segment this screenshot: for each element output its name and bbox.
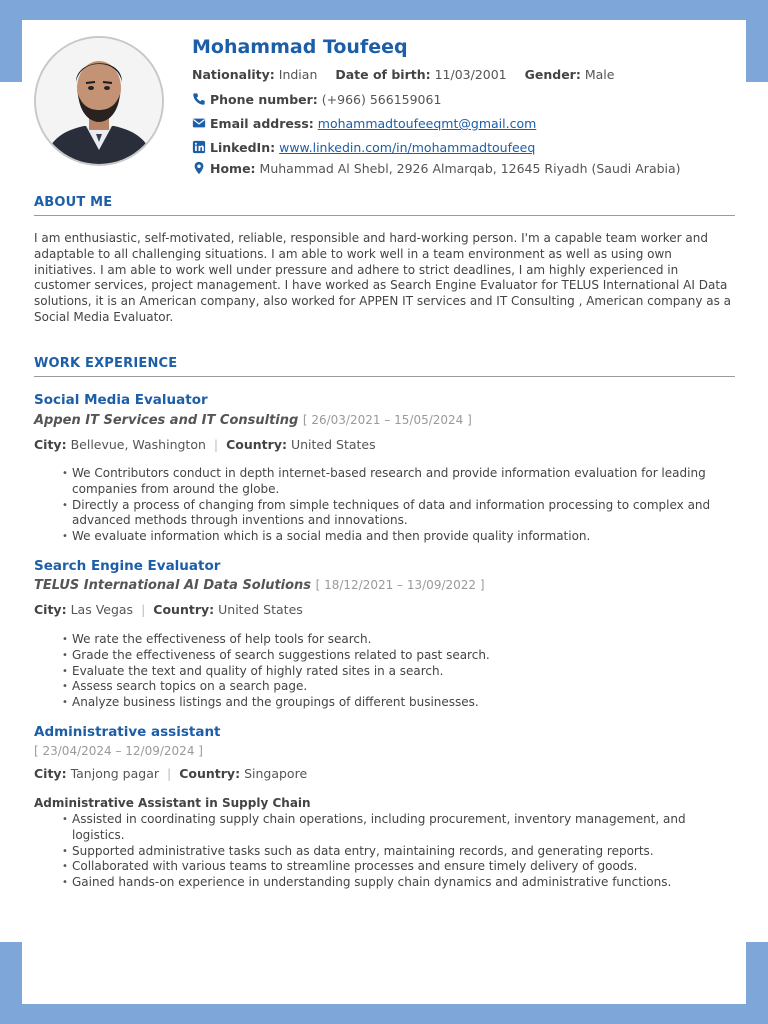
list-item: • Gained hands-on experience in understanding supply chain dynamics and administrative functions. — [62, 875, 722, 891]
list-item: • Directly a process of changing from simple techniques of data and information processing to complex and advanced methods through inventions and innovations. — [62, 498, 722, 530]
linkedin-icon — [192, 140, 206, 154]
company-name: Appen IT Services and IT Consulting — [34, 413, 299, 428]
avatar — [34, 36, 164, 166]
job-bullet-list — [62, 466, 722, 545]
job-title: Administrative assistant — [34, 724, 221, 740]
phone-line — [192, 92, 441, 107]
experience-divider — [34, 376, 735, 377]
job-location: City: Tanjong pagar | Country: Singapore — [34, 766, 308, 781]
dob-value: 11/03/2001 — [434, 67, 507, 82]
phone-label: Phone number: — [210, 92, 318, 107]
job-title: Social Media Evaluator — [34, 392, 208, 408]
job-location: City: Bellevue, Washington | Country: United States — [34, 437, 376, 452]
envelope-icon — [192, 116, 206, 130]
job-bullet-list — [62, 632, 722, 711]
frame-corner-left-top — [0, 0, 22, 82]
home-value: Muhammad Al Shebl, 2926 Almarqab, 12645 Riyadh (Saudi Arabia) — [259, 161, 681, 176]
job-dates: [ 26/03/2021 – 15/05/2024 ] — [302, 413, 472, 427]
gender-value: Male — [584, 67, 615, 82]
phone-value: (+966) 566159061 — [321, 92, 442, 107]
country-value: United States — [218, 602, 303, 617]
city-label: City: — [34, 602, 67, 617]
country-label: Country: — [153, 602, 215, 617]
list-item: • Analyze business listings and the groupings of different businesses. — [62, 695, 722, 711]
map-pin-icon — [192, 161, 206, 175]
nationality-value: Indian — [278, 67, 318, 82]
about-heading: ABOUT ME — [34, 195, 113, 210]
dob-label: Date of birth: — [335, 67, 431, 82]
country-label: Country: — [226, 437, 287, 452]
home-label: Home: — [210, 161, 256, 176]
city-value: Tanjong pagar — [70, 766, 160, 781]
frame-top-bar — [0, 0, 768, 20]
personal-details — [192, 67, 614, 82]
list-item: • Collaborated with various teams to streamline processes and ensure timely delivery of goods. — [62, 859, 722, 875]
country-label: Country: — [179, 766, 241, 781]
job-title: Search Engine Evaluator — [34, 558, 221, 574]
city-label: City: — [34, 437, 67, 452]
job-dates: [ 18/12/2021 – 13/09/2022 ] — [315, 578, 485, 592]
linkedin-link[interactable]: www.linkedin.com/in/mohammadtoufeeq — [279, 140, 536, 155]
job-dates: [ 23/04/2024 – 12/09/2024 ] — [34, 744, 203, 758]
about-divider — [34, 215, 735, 216]
list-item: • We Contributors conduct in depth internet-based research and provide information evaluation for leading companies from around the globe. — [62, 466, 722, 498]
job-subheading: Administrative Assistant in Supply Chain — [34, 796, 311, 810]
linkedin-label: LinkedIn: — [210, 140, 276, 155]
list-item: • Assess search topics on a search page. — [62, 679, 722, 695]
country-value: United States — [290, 437, 376, 452]
frame-corner-right-top — [746, 0, 768, 82]
frame-bottom-bar — [0, 1004, 768, 1024]
company-name: TELUS International AI Data Solutions — [34, 578, 312, 593]
email-link[interactable]: mohammadtoufeeqmt@gmail.com — [317, 116, 537, 131]
job-bullet-list — [62, 812, 722, 891]
list-item: • We evaluate information which is a social media and then provide quality information. — [62, 529, 722, 545]
job-location: City: Las Vegas | Country: United States — [34, 602, 303, 617]
list-item: • We rate the effectiveness of help tools for search. — [62, 632, 722, 648]
nationality-label: Nationality: — [192, 67, 275, 82]
gender-label: Gender: — [524, 67, 581, 82]
list-item: • Assisted in coordinating supply chain operations, including procurement, inventory management, and logistics. — [62, 812, 722, 844]
company-line — [34, 413, 472, 428]
about-text: I am enthusiastic, self-motivated, reliable, responsible and hard-working person. I'm a capable team worker and adaptable to all challenging situations. I am able to work well in a team environment as well as using own initiatives. I am able to work well under pressure and adhere to strict deadlines, I am highly experienced in customer services, project management. I have worked as Search Engine Evaluator for TELUS International AI Data solutions, it is an American company, also worked for APPEN IT services and IT Consulting , American company as a Social Media Evaluator. — [34, 231, 732, 324]
candidate-name: Mohammad Toufeeq — [192, 36, 408, 58]
email-label: Email address: — [210, 116, 314, 131]
city-value: Bellevue, Washington — [70, 437, 206, 452]
city-label: City: — [34, 766, 67, 781]
experience-heading: WORK EXPERIENCE — [34, 356, 178, 371]
home-line — [192, 161, 681, 176]
linkedin-line — [192, 140, 535, 155]
list-item: • Grade the effectiveness of search suggestions related to past search. — [62, 648, 722, 664]
country-value: Singapore — [244, 766, 308, 781]
list-item: • Evaluate the text and quality of highly rated sites in a search. — [62, 664, 722, 680]
city-value: Las Vegas — [70, 602, 134, 617]
company-line — [34, 578, 485, 593]
list-item: • Supported administrative tasks such as data entry, maintaining records, and generating reports. — [62, 844, 722, 860]
email-line — [192, 116, 536, 131]
phone-icon — [192, 92, 206, 106]
